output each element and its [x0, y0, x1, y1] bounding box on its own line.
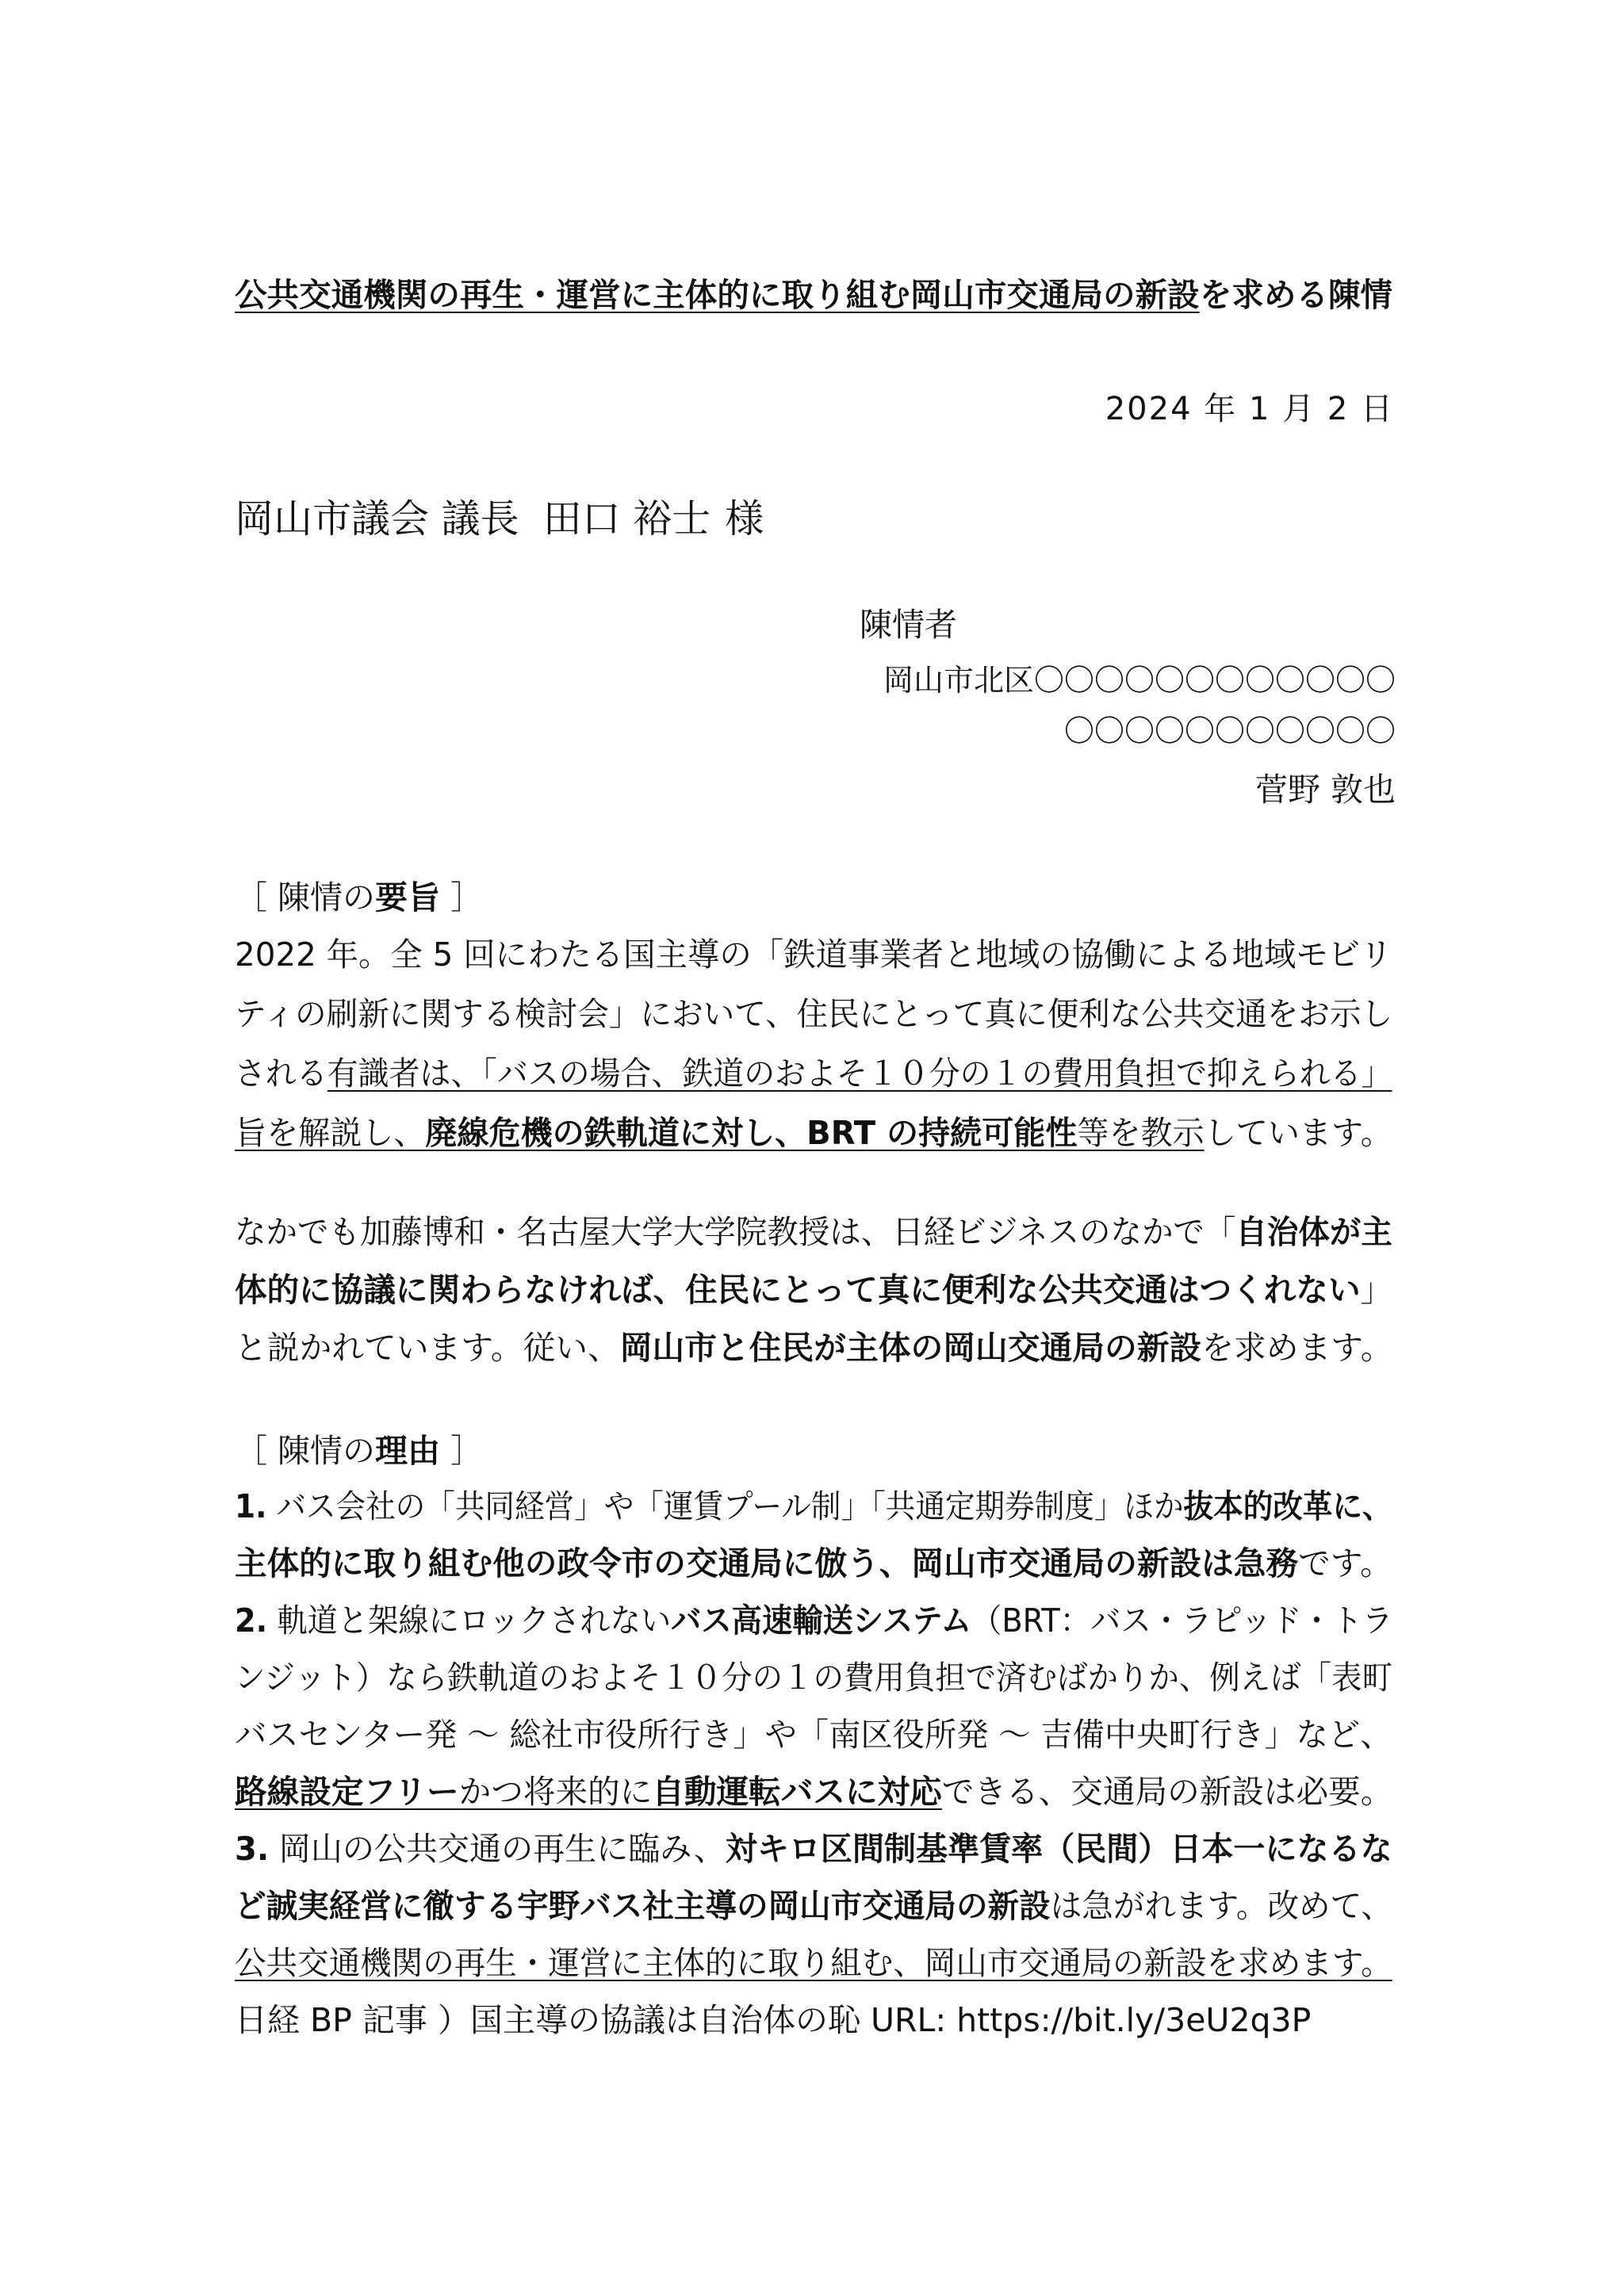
summary-p1-line3-underlined: 有識者は、「バスの場合、鉄道のおよそ１０分の１の費用負担で抑えられる」 — [327, 1054, 1392, 1093]
reason3-line1 — [235, 1830, 1392, 1869]
reason1-line1-text: バス会社の「共同経営」や「運賃プール制」「共通定期券制度」ほか — [266, 1487, 1184, 1525]
reason3-line2 — [235, 1887, 1392, 1926]
reason1-line2 — [235, 1544, 1392, 1583]
reason-heading-open: ［ 陳情の — [235, 1432, 376, 1470]
reason-heading — [235, 1432, 483, 1471]
summary-p2-line1 — [235, 1213, 1392, 1252]
reason2-line4-rest: できる、交通局の新設は必要。 — [941, 1773, 1393, 1811]
summary-p2-line3 — [235, 1329, 1392, 1368]
summary-p2-line2 — [235, 1271, 1392, 1310]
reason3-number: 3. — [235, 1830, 270, 1868]
reason2-line4 — [235, 1773, 1392, 1812]
reason3-line2-bold: ど誠実経営に徹する宇野バス社主導の岡山市交通局の新設 — [235, 1887, 1051, 1925]
document-date: 2024 年 1 月 2 日 — [1105, 391, 1394, 427]
reason3-line3-underlined: 公共交通機関の再生・運営に主体的に取り組む、岡山市交通局の新設を求めます。 — [235, 1944, 1392, 1982]
reason1-line1 — [235, 1487, 1392, 1526]
title-underlined: 公共交通機関の再生・運営に主体的に取り組む岡山市交通局の新設 — [235, 276, 1200, 314]
reason3-line1-text: 岡山の公共交通の再生に臨み、 — [269, 1830, 726, 1868]
reason2-line1-text: 軌道と架線にロックされない — [267, 1601, 672, 1640]
summary-heading-bold: 要旨 — [375, 878, 441, 916]
summary-p1-line4-underlined2: 等を教示 — [1077, 1114, 1205, 1152]
reason3-line2-text: は急がれます。改めて、 — [1050, 1887, 1392, 1925]
reason2-line1 — [235, 1601, 1392, 1640]
summary-p1-line4-bold: 廃線危機の鉄軌道に対し、BRT の持続可能性 — [425, 1114, 1078, 1152]
addressee-name: 田口 裕士 — [542, 496, 711, 541]
petitioner-label: 陳情者 — [860, 606, 957, 644]
reason1-line2-text: です。 — [1298, 1544, 1392, 1582]
summary-p1-line2: ティの刷新に関する検討会」において、住民にとって真に便利な公共交通をお示し — [235, 995, 1393, 1033]
title-rest: を求める陳情 — [1199, 276, 1393, 314]
addressee-honorific: 様 — [725, 496, 764, 541]
summary-p1-line1: 2022 年。全 5 回にわたる国主導の「鉄道事業者と地域の協働による地域モビリ — [235, 936, 1392, 974]
addressee — [235, 496, 764, 543]
summary-p2-line1-text: なかでも加藤博和・名古屋大学大学院教授は、日経ビジネスのなかで「 — [235, 1213, 1236, 1251]
summary-p1-line4 — [235, 1114, 1392, 1153]
reason1-line1-bold: 抜本的改革に、 — [1183, 1487, 1392, 1525]
reason2-number: 2. — [235, 1601, 268, 1640]
summary-p1-line4-rest: しています。 — [1204, 1114, 1392, 1152]
summary-p2-line3-bold: 岡山市と住民が主体の岡山交通局の新設 — [619, 1329, 1202, 1367]
reason2-line4-bold2: 自動運転バスに対応 — [652, 1773, 942, 1811]
addressee-title: 岡山市議会 議長 — [235, 496, 519, 541]
summary-p1-line4-underlined1: 旨を解説し、 — [235, 1114, 426, 1152]
petitioner-address-line2: 〇〇〇〇〇〇〇〇〇〇〇 — [1063, 714, 1396, 748]
reason2-line4-bold1: 路線設定フリー — [235, 1773, 459, 1811]
petitioner-name: 菅野 敦也 — [1254, 771, 1396, 809]
reason3-line3 — [235, 1944, 1392, 1983]
summary-p2-line2-bold: 体的に協議に関わらなければ、住民にとって真に便利な公共交通はつくれない — [235, 1271, 1361, 1309]
summary-p1-line3 — [235, 1054, 1392, 1093]
summary-heading-open: ［ 陳情の — [235, 878, 376, 916]
reference-line: 日経 BP 記事 ）国主導の協議は自治体の恥 URL: https://bit.ly/3eU2q3P — [235, 2001, 1312, 2039]
reason-heading-close: ］ — [440, 1432, 484, 1470]
reason-heading-bold: 理由 — [375, 1432, 441, 1470]
document-title — [235, 276, 1392, 315]
summary-heading — [235, 878, 483, 917]
reason2-line1-bold: バス高速輸送システム — [671, 1601, 972, 1640]
reason2-line2: ンジット）なら鉄軌道のおよそ１０分の１の費用負担で済むばかりか、例えば「表町 — [235, 1659, 1392, 1697]
summary-p2-line1-bold: 自治体が主 — [1235, 1213, 1392, 1251]
reason1-number: 1. — [235, 1487, 267, 1525]
reason2-line4-underlined: かつ将来的に — [458, 1773, 653, 1811]
summary-heading-close: ］ — [440, 878, 484, 916]
summary-p2-line2-text: 」 — [1360, 1271, 1393, 1309]
reason2-line1-rest: （BRT：バス・ラピッド・トラ — [971, 1601, 1393, 1640]
reason1-line2-bold: 主体的に取り組む他の政令市の交通局に倣う、岡山市交通局の新設は急務 — [235, 1544, 1299, 1582]
summary-p2-line3-text: と説かれています。従い、 — [235, 1329, 620, 1367]
summary-p2-line3-rest: を求めます。 — [1201, 1329, 1393, 1367]
summary-p1-line3-text: される — [235, 1054, 327, 1093]
reason3-line1-bold: 対キロ区間制基準賃率（民間）日本一になるな — [725, 1830, 1392, 1868]
reason2-line3: バスセンター発 〜 総社市役所行き」や「南区役所発 〜 吉備中央町行き」など、 — [235, 1716, 1392, 1754]
petitioner-address-line1: 岡山市北区〇〇〇〇〇〇〇〇〇〇〇〇 — [883, 663, 1396, 698]
